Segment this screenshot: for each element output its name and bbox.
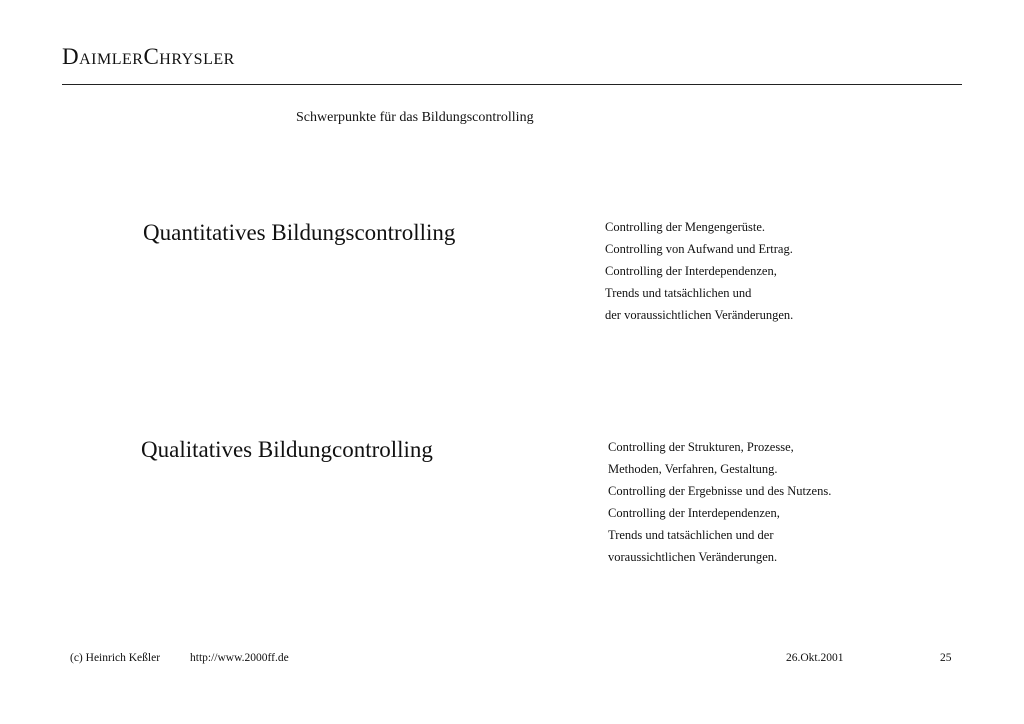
footer-url-link[interactable]: http://www.2000ff.de <box>190 652 289 664</box>
detail-line: Controlling der Interdependenzen, <box>605 264 777 278</box>
company-logo: DaimlerChrysler <box>62 44 235 69</box>
header-divider <box>62 84 962 85</box>
page-number: 25 <box>940 652 952 664</box>
detail-line: der voraussichtlichen Veränderungen. <box>605 308 794 322</box>
detail-line: Trends und tatsächlichen und <box>605 286 752 300</box>
detail-line: voraussichtlichen Veränderungen. <box>608 550 778 564</box>
qualitative-details-list <box>608 436 831 568</box>
slide-subtitle: Schwerpunkte für das Bildungscontrolling <box>296 110 534 125</box>
detail-line: Controlling der Strukturen, Prozesse, <box>608 440 794 454</box>
detail-line: Controlling von Aufwand und Ertrag. <box>605 242 793 256</box>
detail-line: Controlling der Mengengerüste. <box>605 220 766 234</box>
quantitative-heading: Quantitatives Bildungscontrolling <box>143 220 456 245</box>
detail-line: Trends und tatsächlichen und der <box>608 528 774 542</box>
footer-copyright: (c) Heinrich Keßler <box>70 652 161 664</box>
qualitative-heading: Qualitatives Bildungcontrolling <box>141 437 433 462</box>
detail-line: Controlling der Interdependenzen, <box>608 506 780 520</box>
detail-line: Controlling der Ergebnisse und des Nutzens. <box>608 484 832 498</box>
footer-date: 26.Okt.2001 <box>786 652 844 664</box>
quantitative-details-list <box>605 216 793 326</box>
detail-line: Methoden, Verfahren, Gestaltung. <box>608 462 778 476</box>
